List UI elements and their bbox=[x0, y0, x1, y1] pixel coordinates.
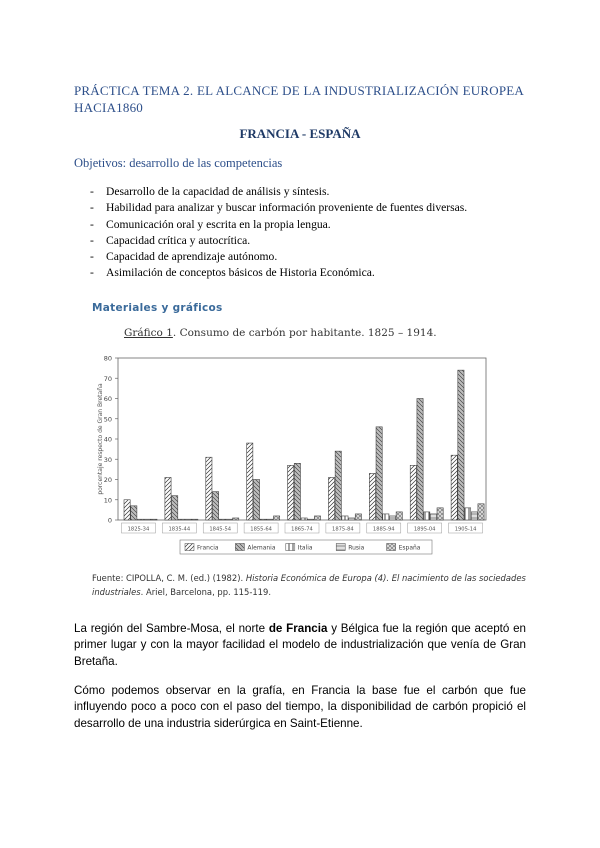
bar bbox=[383, 514, 389, 520]
legend-swatch bbox=[387, 544, 396, 551]
bar bbox=[424, 512, 430, 520]
y-tick-label: 0 bbox=[107, 516, 112, 525]
x-tick-label: 1905-14 bbox=[454, 526, 477, 533]
bar bbox=[206, 457, 212, 520]
objectives-list bbox=[90, 184, 467, 282]
bar bbox=[471, 512, 477, 520]
bar bbox=[437, 508, 443, 520]
legend-label: Rusia bbox=[348, 544, 365, 552]
bar bbox=[294, 463, 300, 520]
bar bbox=[212, 492, 218, 520]
y-tick-label: 60 bbox=[103, 395, 112, 403]
bar bbox=[267, 519, 273, 520]
chart-title-text: . Consumo de carbón por habitante. 1825 – 1914. bbox=[172, 327, 437, 339]
bar bbox=[192, 519, 198, 520]
bar bbox=[389, 516, 395, 520]
y-tick-label: 40 bbox=[103, 435, 112, 444]
list-item: - Capacidad de aprendizaje autónomo. bbox=[90, 249, 467, 265]
list-item: - Comunicación oral y escrita en la propia lengua. bbox=[90, 217, 467, 233]
bar bbox=[458, 370, 464, 520]
list-item: - Capacidad crítica y autocrítica. bbox=[90, 233, 467, 249]
legend-label: España bbox=[398, 544, 421, 552]
document-title: PRÁCTICA TEMA 2. EL ALCANCE DE LA INDUSTRIALIZACIÓN EUROPEA HACIA1860 bbox=[74, 83, 524, 115]
bar bbox=[151, 519, 157, 520]
x-tick-label: 1835-44 bbox=[168, 526, 191, 533]
paragraph-region: La región del Sambre-Mosa, el norte de Francia y Bélgica fue la región que aceptó en primer lugar y con la mayor facilidad el modelo de industrialización que venía de Gran Bretaña. bbox=[74, 622, 527, 668]
bar bbox=[349, 518, 355, 520]
legend-label: Francia bbox=[197, 544, 219, 552]
legend-label: Italia bbox=[297, 544, 313, 552]
bar bbox=[260, 519, 266, 520]
bar bbox=[308, 519, 314, 520]
bar bbox=[396, 512, 402, 520]
x-tick-label: 1855-64 bbox=[250, 526, 272, 533]
bullet-dash: - bbox=[90, 185, 94, 198]
x-tick-label: 1875-84 bbox=[332, 526, 354, 533]
bar bbox=[124, 500, 130, 520]
bar bbox=[273, 516, 279, 520]
bar bbox=[451, 455, 457, 520]
objectives-heading: Objetivos: desarrollo de las competencias bbox=[74, 156, 283, 170]
bar bbox=[328, 477, 334, 520]
y-tick-label: 10 bbox=[103, 496, 112, 505]
bar bbox=[478, 504, 484, 520]
source-book-title: Historia Económica de Europa (4). El nacimiento de las sociedades industriales bbox=[92, 573, 526, 597]
bar bbox=[172, 496, 178, 520]
legend-swatch bbox=[185, 544, 194, 551]
bar bbox=[417, 399, 423, 521]
bar bbox=[131, 506, 137, 520]
bar bbox=[410, 465, 416, 520]
bar bbox=[185, 519, 191, 520]
chart-source: Fuente: CIPOLLA, C. M. (ed.) (1982). Historia Económica de Europa (4). El nacimiento de las sociedades industriales. Ariel, Barcelona, pp. 115-119. bbox=[92, 573, 526, 597]
legend-swatch bbox=[336, 544, 345, 551]
legend-swatch bbox=[235, 544, 244, 551]
x-tick-label: 1865-74 bbox=[291, 526, 313, 533]
bar bbox=[165, 477, 171, 520]
bar bbox=[233, 518, 239, 520]
coal-consumption-chart bbox=[88, 348, 498, 563]
list-item: - Asimilación de conceptos básicos de Historia Económica. bbox=[90, 265, 467, 281]
chart-title-label: Gráfico 1 bbox=[124, 327, 173, 339]
bar bbox=[247, 443, 253, 520]
list-item: - Desarrollo de la capacidad de análisis y síntesis. bbox=[90, 184, 467, 200]
bar bbox=[253, 480, 259, 521]
x-tick-label: 1885-94 bbox=[372, 526, 395, 533]
bar bbox=[355, 514, 361, 520]
y-tick-label: 70 bbox=[103, 374, 112, 383]
bar bbox=[137, 519, 143, 520]
bar bbox=[226, 519, 232, 520]
bar bbox=[144, 519, 150, 520]
bullet-dash: - bbox=[90, 233, 94, 247]
bullet-dash: - bbox=[90, 266, 94, 280]
list-item: - Habilidad para analizar y buscar información proveniente de fuentes diversas. bbox=[90, 200, 467, 216]
bar bbox=[342, 516, 348, 520]
bar bbox=[430, 514, 436, 520]
section-subtitle: FRANCIA - ESPAÑA bbox=[239, 126, 361, 141]
bar bbox=[369, 473, 375, 520]
x-tick-label: 1895-04 bbox=[413, 526, 436, 533]
bullet-dash: - bbox=[90, 250, 94, 264]
bullet-dash: - bbox=[90, 201, 94, 215]
legend-label: Alemania bbox=[247, 544, 276, 552]
bar bbox=[178, 519, 184, 520]
bar bbox=[288, 465, 294, 520]
y-tick-label: 30 bbox=[103, 455, 112, 464]
bold-francia: de Francia bbox=[268, 622, 328, 635]
y-tick-label: 80 bbox=[103, 354, 112, 363]
bar bbox=[465, 508, 471, 520]
materials-heading: Materiales y gráficos bbox=[92, 302, 223, 314]
chart-title bbox=[124, 327, 437, 339]
x-tick-label: 1825-34 bbox=[127, 526, 150, 533]
bullet-dash: - bbox=[90, 217, 94, 231]
x-tick-label: 1845-54 bbox=[209, 526, 232, 533]
bar bbox=[335, 451, 341, 520]
bar bbox=[301, 518, 307, 520]
bar bbox=[376, 427, 382, 520]
bar bbox=[314, 516, 320, 520]
y-tick-label: 20 bbox=[103, 476, 112, 484]
y-axis-label: porcentaje respecto de Gran Bretaña bbox=[97, 383, 104, 495]
paragraph-analysis: Cómo podemos observar en la grafía, en Francia la base fue el carbón que fue influyendo poco a poco con el paso del tiempo, la disponibilidad de carbón propició el desarrollo de una industria siderúrgica en Saint-Etienne. bbox=[74, 684, 526, 730]
bar bbox=[219, 519, 225, 520]
legend-swatch bbox=[286, 544, 295, 551]
y-tick-label: 50 bbox=[103, 415, 112, 424]
